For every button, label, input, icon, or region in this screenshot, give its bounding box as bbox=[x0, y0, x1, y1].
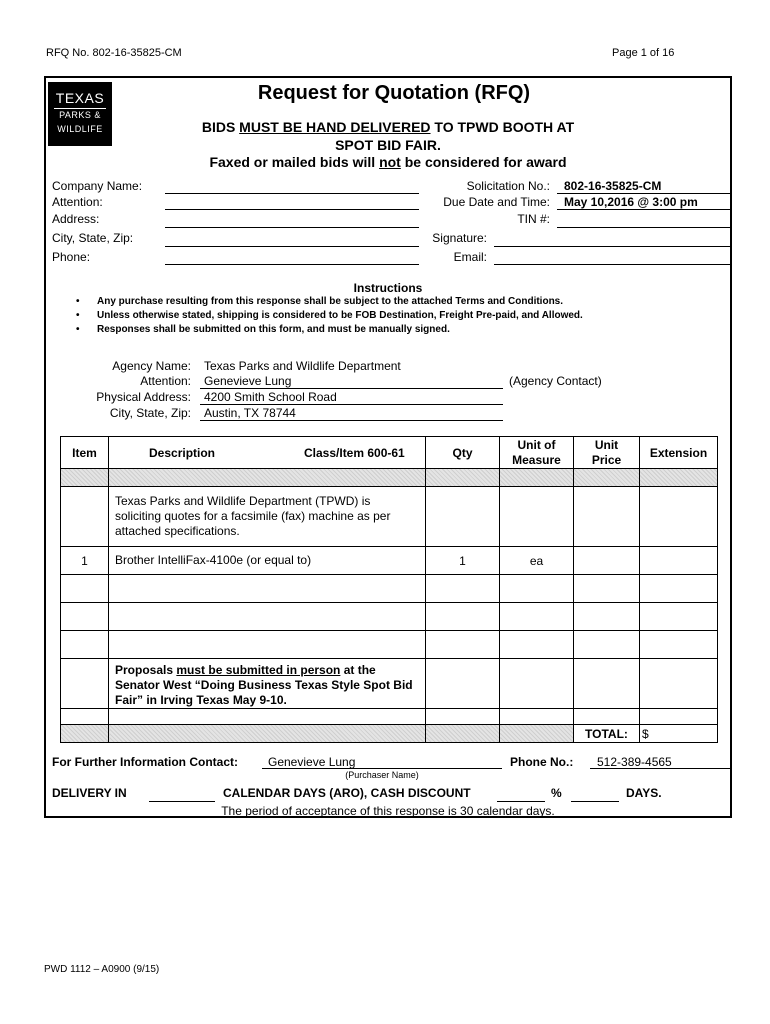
due-date-line bbox=[557, 209, 730, 210]
total-value[interactable]: $ bbox=[640, 725, 718, 743]
signature-label: Signature: bbox=[432, 231, 487, 245]
cash-discount-field[interactable] bbox=[497, 801, 545, 802]
bullet-icon: • bbox=[76, 310, 80, 321]
physical-address-value: 4200 Smith School Road bbox=[204, 390, 337, 404]
due-date-value: May 10,2016 @ 3:00 pm bbox=[564, 195, 698, 209]
purchaser-name-caption: (Purchaser Name) bbox=[345, 770, 419, 780]
page-number: Page 1 of 16 bbox=[612, 47, 675, 59]
delivery-in-label: DELIVERY IN bbox=[52, 786, 127, 800]
agency-name-label: Agency Name: bbox=[112, 359, 191, 373]
table-row bbox=[61, 575, 718, 603]
table-row bbox=[61, 709, 718, 725]
table-row bbox=[61, 659, 718, 709]
instruction-item: Unless otherwise stated, shipping is considered to be FOB Destination, Freight Pre-paid, and Allowed. bbox=[97, 310, 583, 321]
instruction-item: Responses shall be submitted on this form, and must be manually signed. bbox=[97, 324, 450, 335]
city-state-zip-label: City, State, Zip: bbox=[52, 231, 134, 245]
col-item-header: Item bbox=[61, 437, 109, 469]
col-extension-header: Extension bbox=[640, 437, 718, 469]
col-qty-header: Qty bbox=[426, 437, 500, 469]
email-label: Email: bbox=[453, 250, 487, 264]
tin-label: TIN #: bbox=[517, 212, 550, 226]
table-row bbox=[61, 487, 718, 547]
logo-line-wildlife: WILDLIFE bbox=[57, 124, 103, 134]
agency-city-value: Austin, TX 78744 bbox=[204, 406, 296, 420]
email-field[interactable] bbox=[494, 264, 730, 265]
company-name-field[interactable] bbox=[165, 193, 419, 194]
contact-label: For Further Information Contact: bbox=[52, 755, 238, 769]
instructions-heading: Instructions bbox=[353, 281, 423, 295]
agency-attention-value: Genevieve Lung bbox=[204, 374, 292, 388]
agency-city-label: City, State, Zip: bbox=[109, 406, 191, 420]
table-row bbox=[61, 631, 718, 659]
signature-field[interactable] bbox=[494, 246, 730, 247]
attention-field[interactable] bbox=[165, 209, 419, 210]
rfq-number: RFQ No. 802-16-35825-CM bbox=[46, 47, 182, 59]
logo-line-texas: TEXAS bbox=[55, 90, 105, 106]
proposal-note: Proposals must be submitted in person at the Senator West “Doing Business Texas Style Spot Bid Fair” in Irving Texas May 9-10. bbox=[109, 659, 426, 709]
col-description-header: Description Class/Item 600-61 bbox=[109, 437, 426, 469]
phone-no-label: Phone No.: bbox=[510, 755, 574, 769]
physical-address-label: Physical Address: bbox=[96, 390, 191, 404]
phone-label: Phone: bbox=[52, 250, 91, 264]
form-number: PWD 1112 – A0900 (9/15) bbox=[44, 964, 160, 975]
city-state-zip-field[interactable] bbox=[165, 246, 419, 247]
agency-attention-label: Attention: bbox=[140, 374, 191, 388]
address-label: Address: bbox=[52, 212, 100, 226]
due-date-label: Due Date and Time: bbox=[443, 195, 550, 209]
phone-no-value: 512-389-4565 bbox=[597, 755, 672, 769]
solicitation-no-line bbox=[557, 193, 730, 194]
agency-contact-note: (Agency Contact) bbox=[509, 374, 602, 388]
calendar-days-label: CALENDAR DAYS (ARO), CASH DISCOUNT bbox=[223, 786, 471, 800]
row-item-number: 1 bbox=[61, 547, 109, 575]
acceptance-note: The period of acceptance of this response is 30 calendar days. bbox=[221, 804, 555, 818]
bullet-icon: • bbox=[76, 324, 80, 335]
table-shaded-row bbox=[61, 469, 718, 487]
row-uom: ea bbox=[500, 547, 574, 575]
tin-field[interactable] bbox=[557, 227, 730, 228]
intro-description: Texas Parks and Wildlife Department (TPWD) is soliciting quotes for a facsimile (fax) machine as per attached specifications. bbox=[109, 487, 426, 547]
bullet-icon: • bbox=[76, 296, 80, 307]
col-unit-price-header: Unit Price bbox=[574, 437, 640, 469]
table-row bbox=[61, 547, 718, 575]
items-table bbox=[60, 436, 718, 743]
discount-days-field[interactable] bbox=[571, 801, 619, 802]
attention-label: Attention: bbox=[52, 195, 103, 209]
col-uom-header: Unit of Measure bbox=[500, 437, 574, 469]
row-extension-cell[interactable] bbox=[640, 547, 718, 575]
days-label: DAYS. bbox=[626, 786, 662, 800]
company-name-label: Company Name: bbox=[52, 179, 143, 193]
table-header-row bbox=[61, 437, 718, 469]
instruction-item: Any purchase resulting from this response shall be subject to the attached Terms and Conditions. bbox=[97, 296, 564, 307]
solicitation-no-value: 802-16-35825-CM bbox=[564, 179, 662, 193]
subtitle-line-2: SPOT BID FAIR. bbox=[335, 137, 441, 153]
page-title: Request for Quotation (RFQ) bbox=[257, 82, 531, 104]
logo-line-parks: PARKS & bbox=[59, 110, 101, 120]
address-field[interactable] bbox=[165, 227, 419, 228]
row-description: Brother IntelliFax-4100e (or equal to) bbox=[109, 547, 426, 575]
total-row bbox=[61, 725, 718, 743]
row-qty: 1 bbox=[426, 547, 500, 575]
percent-label: % bbox=[551, 786, 562, 800]
subtitle-line-3: Faxed or mailed bids will not be considered for award bbox=[209, 154, 567, 170]
solicitation-no-label: Solicitation No.: bbox=[466, 179, 550, 193]
subtitle-line-1: BIDS MUST BE HAND DELIVERED TO TPWD BOOTH AT bbox=[201, 119, 575, 135]
total-label: TOTAL: bbox=[574, 725, 640, 743]
delivery-days-field[interactable] bbox=[149, 801, 215, 802]
row-unit-price-cell[interactable] bbox=[574, 547, 640, 575]
agency-name-value: Texas Parks and Wildlife Department bbox=[204, 359, 401, 373]
table-row bbox=[61, 603, 718, 631]
contact-name: Genevieve Lung bbox=[268, 755, 356, 769]
phone-field[interactable] bbox=[165, 264, 419, 265]
